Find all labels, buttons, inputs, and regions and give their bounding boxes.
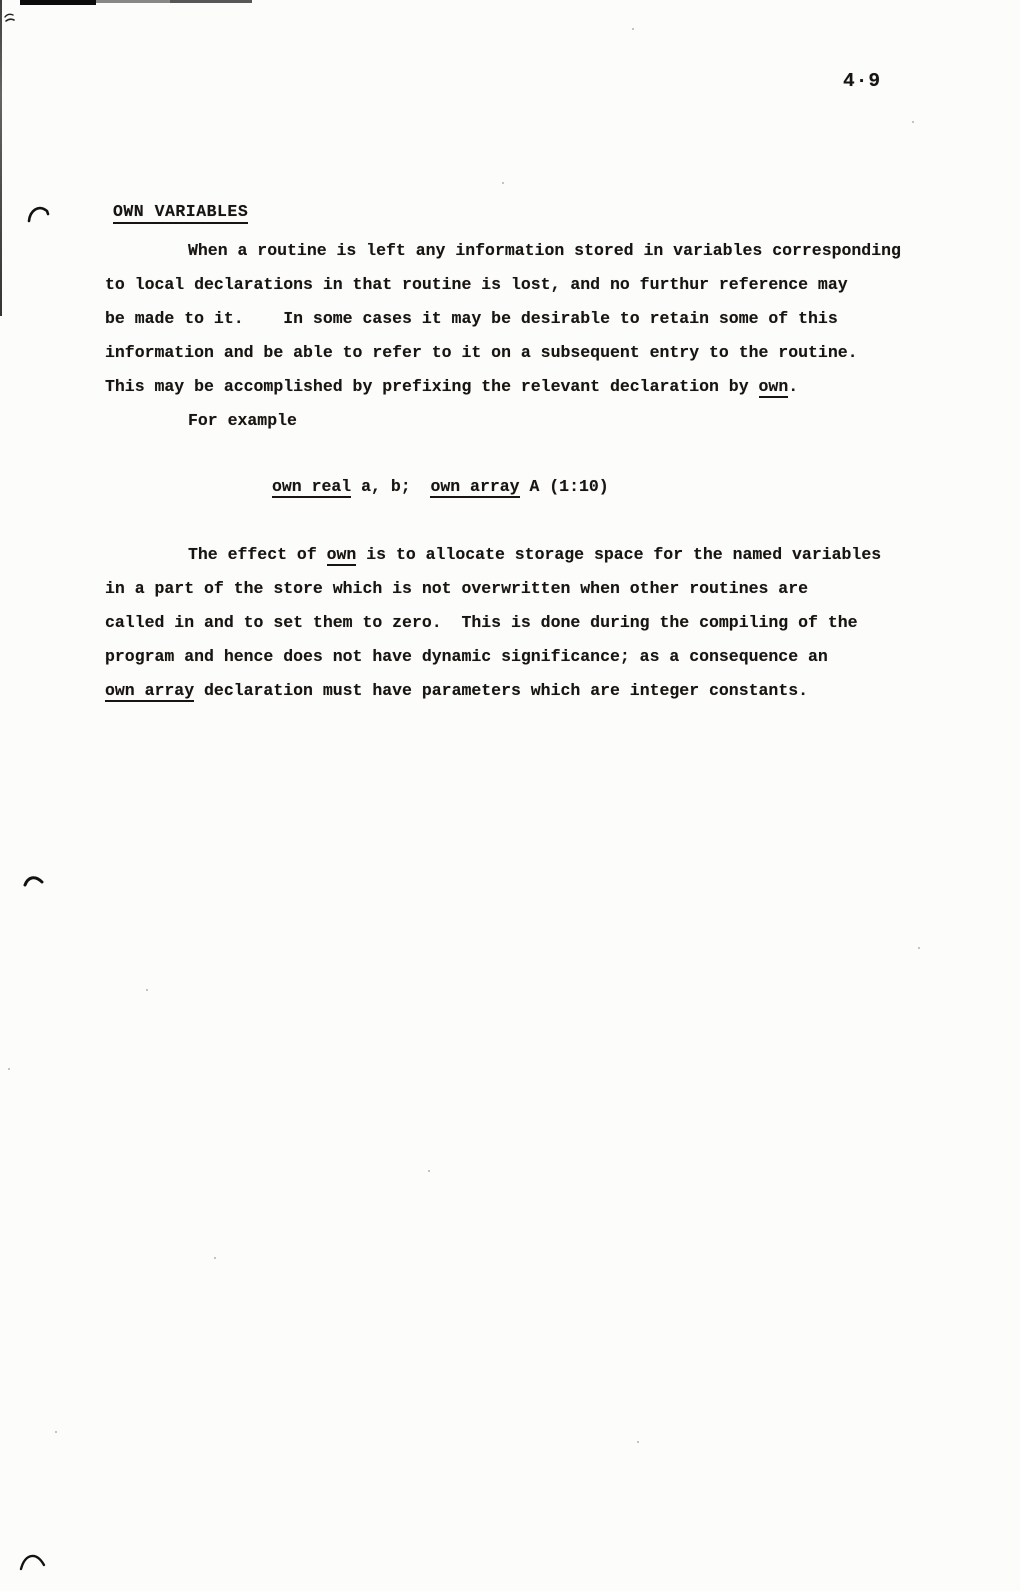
text-segment: is to allocate storage space for the named variables [356,545,882,564]
scan-speck [912,121,914,123]
scan-speck [918,947,920,949]
text-line [105,606,955,640]
text-line [105,674,955,708]
scan-speck [428,1170,430,1172]
text-segment: declaration must have parameters which are integer constants. [194,681,809,700]
underlined-keyword: own array [430,477,520,496]
section-heading [113,200,248,224]
scan-speck [146,989,148,991]
scan-artifact-top-streak [96,0,170,3]
underlined-keyword: own [326,545,357,564]
text-line [105,302,955,336]
scan-speck [502,182,504,184]
underlined-keyword: own [758,377,789,396]
text-segment: to local declarations in that routine is lost, and no furthur reference may [105,275,848,294]
text-line [105,268,955,302]
text-segment: called in and to set them to zero. This is done during the compiling of the [105,613,858,632]
text-segment: program and hence does not have dynamic significance; as a consequence an [105,647,828,666]
text-line [105,538,955,572]
text-segment: be made to it. In some cases it may be desirable to retain some of this [105,309,838,328]
pen-mark-margin-bottom [19,1550,49,1574]
for-example-label: For example [188,411,297,430]
scan-speck [8,1068,10,1070]
paragraph-own-effect [105,538,955,708]
text-segment: This may be accomplished by prefixing the relevant declaration by [105,377,759,396]
text-line [105,234,955,268]
scan-speck [637,1441,639,1443]
text-segment: When a routine is left any information stored in variables corresponding [188,241,901,260]
scan-artifact-top-streak-dark [170,0,252,3]
text-segment: . [788,377,799,396]
section-heading-text: OWN VARIABLES [113,202,248,224]
text-segment: A (1:10) [519,477,609,496]
text-segment: in a part of the store which is not overwritten when other routines are [105,579,809,598]
code-example-line [272,470,609,504]
text-line [105,336,955,370]
text-segment: The effect of [188,545,327,564]
pen-mark-margin-middle [23,872,47,892]
scan-speck [214,1257,216,1259]
paragraph-own-variables-intro [105,234,955,404]
handwritten-squiggle-mark [4,12,18,26]
pen-mark-margin-top [27,202,53,226]
underlined-keyword: own real [272,477,352,496]
text-line [105,370,955,404]
text-segment: information and be able to refer to it on a subsequent entry to the routine. [105,343,858,362]
scan-artifact-top-bar [20,0,96,5]
scan-speck [632,28,634,30]
scan-speck [55,1431,57,1433]
underlined-keyword: own array [105,681,195,700]
page-number: 4·9 [843,70,882,92]
scan-artifact-left-edge [0,0,2,316]
text-line [105,640,955,674]
text-segment: a, b; [351,477,431,496]
text-line [105,572,955,606]
